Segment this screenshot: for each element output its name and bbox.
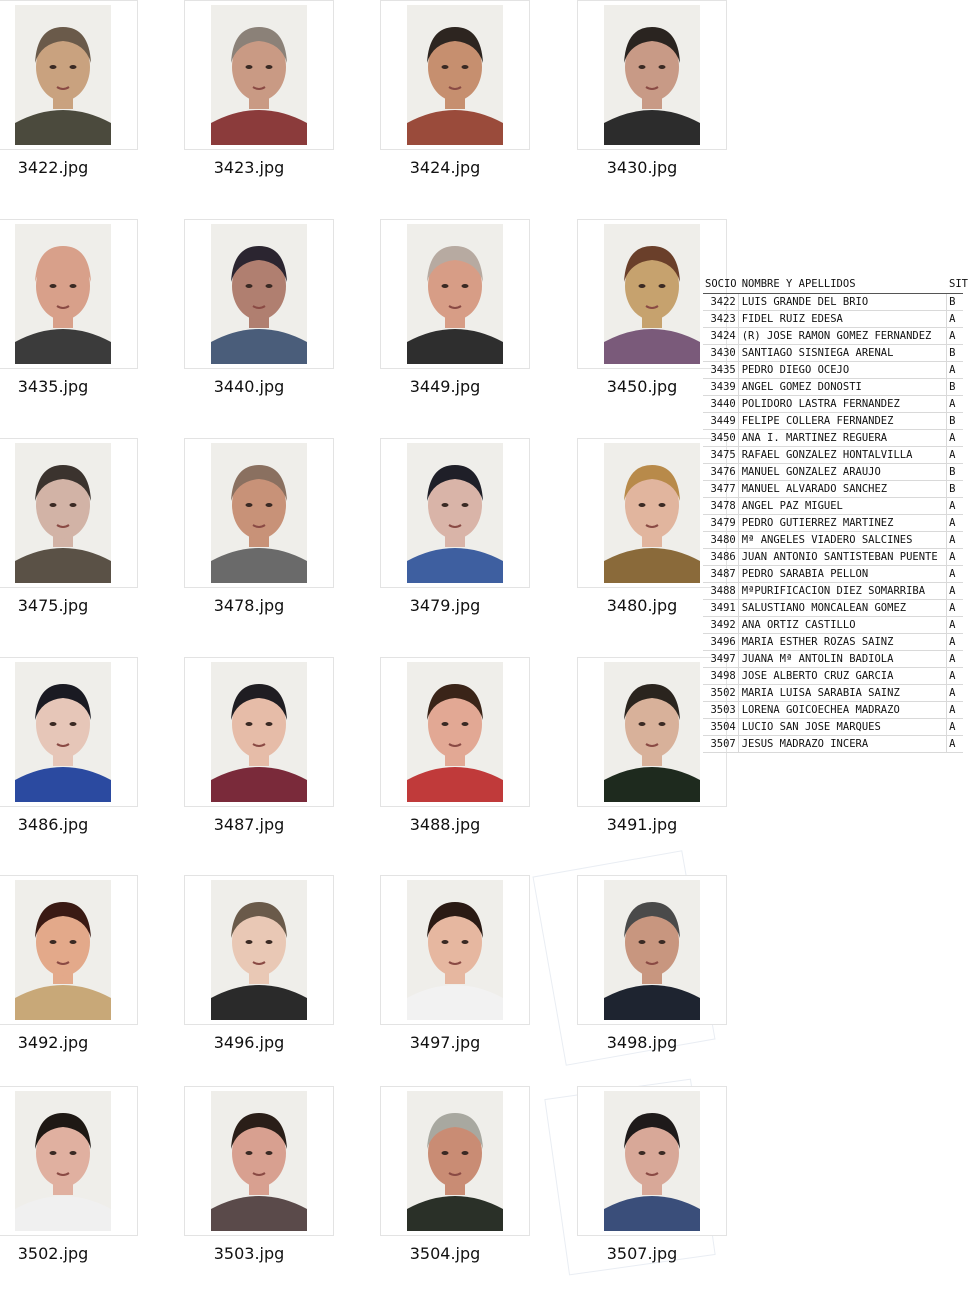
- table-row[interactable]: [703, 668, 963, 685]
- table-row[interactable]: [703, 600, 963, 617]
- thumbnail-filename[interactable]: 3502.jpg: [17, 1244, 89, 1263]
- cell-sit: A: [949, 551, 956, 563]
- cell-socio: 3423: [703, 311, 739, 327]
- cell-sit: B: [949, 381, 956, 393]
- cell-socio: 3491: [703, 600, 739, 616]
- table-row[interactable]: [703, 617, 963, 634]
- thumbnail-frame[interactable]: [0, 1086, 138, 1236]
- table-row[interactable]: [703, 532, 963, 549]
- cell-name: JOSE ALBERTO CRUZ GARCIA: [739, 668, 947, 684]
- cell-socio: 3435: [703, 362, 739, 378]
- portrait-photo: [211, 880, 307, 1020]
- portrait-photo: [407, 443, 503, 583]
- table-row[interactable]: [703, 651, 963, 668]
- portrait-photo: [15, 443, 111, 583]
- cell-socio: 3475: [703, 447, 739, 463]
- table-row[interactable]: [703, 702, 963, 719]
- cell-sit: A: [949, 449, 956, 461]
- thumbnail-filename[interactable]: 3478.jpg: [213, 596, 285, 615]
- cell-socio: 3479: [703, 515, 739, 531]
- thumbnail-item[interactable]: [184, 875, 334, 1055]
- thumbnail-item[interactable]: [0, 438, 138, 618]
- thumbnail-item[interactable]: [184, 438, 334, 618]
- table-row[interactable]: [703, 345, 963, 362]
- thumbnail-filename[interactable]: 3440.jpg: [213, 377, 285, 396]
- thumbnail-item[interactable]: [380, 875, 530, 1055]
- table-row[interactable]: [703, 379, 963, 396]
- thumbnail-filename[interactable]: 3423.jpg: [213, 158, 285, 177]
- cell-sit: B: [949, 347, 956, 359]
- table-row[interactable]: [703, 685, 963, 702]
- table-row[interactable]: [703, 447, 963, 464]
- thumbnail-filename[interactable]: 3450.jpg: [606, 377, 678, 396]
- cell-socio: 3502: [703, 685, 739, 701]
- thumbnail-item[interactable]: [577, 0, 727, 180]
- thumbnail-frame[interactable]: [380, 219, 530, 369]
- cell-sit: A: [949, 653, 956, 665]
- table-row[interactable]: [703, 719, 963, 736]
- thumbnail-item[interactable]: [0, 875, 138, 1055]
- thumbnail-filename[interactable]: 3422.jpg: [17, 158, 89, 177]
- cell-sit: A: [949, 585, 956, 597]
- thumbnail-frame[interactable]: [0, 0, 138, 150]
- table-row[interactable]: [703, 311, 963, 328]
- portrait-photo: [604, 880, 700, 1020]
- cell-name: MANUEL ALVARADO SANCHEZ: [739, 481, 947, 497]
- thumbnail-filename[interactable]: 3435.jpg: [17, 377, 89, 396]
- header-sit[interactable]: SIT: [949, 278, 968, 290]
- table-row[interactable]: [703, 634, 963, 651]
- cell-name: SANTIAGO SISNIEGA ARENAL: [739, 345, 947, 361]
- thumbnail-item[interactable]: [380, 219, 530, 399]
- cell-socio: 3488: [703, 583, 739, 599]
- thumbnail-filename[interactable]: 3507.jpg: [606, 1244, 678, 1263]
- cell-sit: A: [949, 517, 956, 529]
- portrait-photo: [15, 880, 111, 1020]
- portrait-photo: [15, 662, 111, 802]
- thumbnail-frame[interactable]: [184, 657, 334, 807]
- thumbnail-item[interactable]: [577, 875, 727, 1055]
- thumbnail-frame[interactable]: [184, 1086, 334, 1236]
- cell-socio: 3430: [703, 345, 739, 361]
- cell-sit: A: [949, 687, 956, 699]
- portrait-photo: [604, 443, 700, 583]
- cell-name: PEDRO DIEGO OCEJO: [739, 362, 947, 378]
- cell-name: FIDEL RUIZ EDESA: [739, 311, 947, 327]
- portrait-photo: [604, 662, 700, 802]
- thumbnail-frame[interactable]: [0, 438, 138, 588]
- cell-sit: A: [949, 670, 956, 682]
- thumbnail-frame[interactable]: [0, 875, 138, 1025]
- table-row[interactable]: [703, 294, 963, 311]
- thumbnail-item[interactable]: [184, 1086, 334, 1266]
- thumbnail-frame[interactable]: [380, 0, 530, 150]
- thumbnail-filename[interactable]: 3424.jpg: [409, 158, 481, 177]
- thumbnail-frame[interactable]: [380, 875, 530, 1025]
- cell-sit: A: [949, 364, 956, 376]
- cell-name: ANA I. MARTINEZ REGUERA: [739, 430, 947, 446]
- thumbnail-item[interactable]: [380, 1086, 530, 1266]
- cell-sit: A: [949, 534, 956, 546]
- cell-sit: A: [949, 500, 956, 512]
- cell-name: Mª ANGELES VIADERO SALCINES: [739, 532, 947, 548]
- cell-sit: A: [949, 738, 956, 750]
- thumbnail-item[interactable]: [0, 657, 138, 837]
- thumbnail-frame[interactable]: [577, 875, 727, 1025]
- thumbnail-frame[interactable]: [0, 219, 138, 369]
- cell-sit: A: [949, 330, 956, 342]
- thumbnail-frame[interactable]: [380, 657, 530, 807]
- thumbnail-filename[interactable]: 3487.jpg: [213, 815, 285, 834]
- thumbnail-frame[interactable]: [577, 1086, 727, 1236]
- cell-sit: A: [949, 568, 956, 580]
- cell-name: (R) JOSE RAMON GOMEZ FERNANDEZ: [739, 328, 947, 344]
- thumbnail-filename[interactable]: 3492.jpg: [17, 1033, 89, 1052]
- thumbnail-item[interactable]: [184, 657, 334, 837]
- cell-socio: 3486: [703, 549, 739, 565]
- thumbnail-frame[interactable]: [184, 219, 334, 369]
- cell-socio: 3504: [703, 719, 739, 735]
- portrait-photo: [211, 662, 307, 802]
- cell-socio: 3476: [703, 464, 739, 480]
- cell-socio: 3440: [703, 396, 739, 412]
- cell-name: JUAN ANTONIO SANTISTEBAN PUENTE: [739, 549, 947, 565]
- thumbnail-frame[interactable]: [184, 0, 334, 150]
- cell-sit: A: [949, 636, 956, 648]
- cell-socio: 3450: [703, 430, 739, 446]
- thumbnail-item[interactable]: [184, 0, 334, 180]
- portrait-photo: [407, 224, 503, 364]
- thumbnail-filename[interactable]: 3497.jpg: [409, 1033, 481, 1052]
- thumbnail-item[interactable]: [0, 0, 138, 180]
- table-header: [703, 276, 968, 294]
- cell-name: MANUEL GONZALEZ ARAUJO: [739, 464, 947, 480]
- cell-sit: B: [949, 466, 956, 478]
- cell-socio: 3503: [703, 702, 739, 718]
- thumbnail-frame[interactable]: [380, 1086, 530, 1236]
- cell-sit: B: [949, 296, 956, 308]
- table-row[interactable]: [703, 362, 963, 379]
- table-body: [703, 294, 963, 753]
- cell-name: MARIA LUISA SARABIA SAINZ: [739, 685, 947, 701]
- table-row[interactable]: [703, 481, 963, 498]
- table-row[interactable]: [703, 566, 963, 583]
- cell-sit: A: [949, 704, 956, 716]
- cell-socio: 3422: [703, 294, 739, 310]
- table-row[interactable]: [703, 736, 963, 753]
- cell-sit: B: [949, 483, 956, 495]
- thumbnail-frame[interactable]: [577, 0, 727, 150]
- portrait-photo: [407, 5, 503, 145]
- table-row[interactable]: [703, 413, 963, 430]
- cell-name: POLIDORO LASTRA FERNANDEZ: [739, 396, 947, 412]
- thumbnail-item[interactable]: [380, 438, 530, 618]
- table-row[interactable]: [703, 549, 963, 566]
- thumbnail-filename[interactable]: 3449.jpg: [409, 377, 481, 396]
- cell-socio: 3439: [703, 379, 739, 395]
- cell-sit: A: [949, 313, 956, 325]
- cell-sit: A: [949, 619, 956, 631]
- table-row[interactable]: [703, 515, 963, 532]
- cell-name: LUCIO SAN JOSE MARQUES: [739, 719, 947, 735]
- cell-name: ANGEL GOMEZ DONOSTI: [739, 379, 947, 395]
- cell-socio: 3498: [703, 668, 739, 684]
- thumbnail-filename[interactable]: 3475.jpg: [17, 596, 89, 615]
- cell-socio: 3492: [703, 617, 739, 633]
- portrait-photo: [407, 880, 503, 1020]
- header-name[interactable]: NOMBRE Y APELLIDOS: [741, 278, 856, 290]
- cell-name: ANA ORTIZ CASTILLO: [739, 617, 947, 633]
- thumbnail-item[interactable]: [184, 219, 334, 399]
- cell-sit: B: [949, 415, 956, 427]
- thumbnail-filename[interactable]: 3479.jpg: [409, 596, 481, 615]
- cell-name: LORENA GOICOECHEA MADRAZO: [739, 702, 947, 718]
- thumbnail-item[interactable]: [380, 657, 530, 837]
- cell-name: ANGEL PAZ MIGUEL: [739, 498, 947, 514]
- thumbnail-filename[interactable]: 3480.jpg: [606, 596, 678, 615]
- table-row[interactable]: [703, 498, 963, 515]
- members-table: [703, 276, 968, 753]
- portrait-photo: [211, 224, 307, 364]
- cell-sit: A: [949, 432, 956, 444]
- portrait-photo: [604, 5, 700, 145]
- thumbnail-frame[interactable]: [0, 657, 138, 807]
- thumbnail-filename[interactable]: 3496.jpg: [213, 1033, 285, 1052]
- cell-name: MARIA ESTHER ROZAS SAINZ: [739, 634, 947, 650]
- table-row[interactable]: [703, 396, 963, 413]
- thumbnail-item[interactable]: [0, 219, 138, 399]
- cell-name: LUIS GRANDE DEL BRIO: [739, 294, 947, 310]
- cell-socio: 3507: [703, 736, 739, 752]
- cell-name: SALUSTIANO MONCALEAN GOMEZ: [739, 600, 947, 616]
- cell-name: FELIPE COLLERA FERNANDEZ: [739, 413, 947, 429]
- portrait-photo: [604, 224, 700, 364]
- cell-name: JUANA Mª ANTOLIN BADIOLA: [739, 651, 947, 667]
- portrait-photo: [211, 5, 307, 145]
- cell-sit: A: [949, 398, 956, 410]
- portrait-photo: [211, 443, 307, 583]
- table-row[interactable]: [703, 430, 963, 447]
- portrait-photo: [407, 662, 503, 802]
- portrait-photo: [407, 1091, 503, 1231]
- cell-socio: 3497: [703, 651, 739, 667]
- thumbnail-filename[interactable]: 3430.jpg: [606, 158, 678, 177]
- thumbnail-filename[interactable]: 3498.jpg: [606, 1033, 678, 1052]
- thumbnail-item[interactable]: [0, 1086, 138, 1266]
- thumbnail-filename[interactable]: 3486.jpg: [17, 815, 89, 834]
- thumbnail-frame[interactable]: [184, 875, 334, 1025]
- header-socio[interactable]: SOCIO: [705, 278, 737, 290]
- thumbnail-item[interactable]: [577, 1086, 727, 1266]
- cell-name: RAFAEL GONZALEZ HONTALVILLA: [739, 447, 947, 463]
- thumbnail-filename[interactable]: 3503.jpg: [213, 1244, 285, 1263]
- cell-sit: A: [949, 602, 956, 614]
- cell-socio: 3424: [703, 328, 739, 344]
- cell-name: JESUS MADRAZO INCERA: [739, 736, 947, 752]
- cell-sit: A: [949, 721, 956, 733]
- portrait-photo: [15, 1091, 111, 1231]
- table-row[interactable]: [703, 464, 963, 481]
- thumbnail-filename[interactable]: 3491.jpg: [606, 815, 678, 834]
- thumbnail-frame[interactable]: [184, 438, 334, 588]
- cell-name: PEDRO GUTIERREZ MARTINEZ: [739, 515, 947, 531]
- cell-socio: 3477: [703, 481, 739, 497]
- table-row[interactable]: [703, 328, 963, 345]
- portrait-photo: [604, 1091, 700, 1231]
- cell-socio: 3449: [703, 413, 739, 429]
- cell-socio: 3496: [703, 634, 739, 650]
- cell-socio: 3487: [703, 566, 739, 582]
- thumbnail-filename[interactable]: 3504.jpg: [409, 1244, 481, 1263]
- thumbnail-frame[interactable]: [380, 438, 530, 588]
- portrait-photo: [15, 5, 111, 145]
- cell-socio: 3480: [703, 532, 739, 548]
- table-row[interactable]: [703, 583, 963, 600]
- portrait-photo: [15, 224, 111, 364]
- portrait-photo: [211, 1091, 307, 1231]
- cell-name: MªPURIFICACION DIEZ SOMARRIBA: [739, 583, 947, 599]
- cell-name: PEDRO SARABIA PELLON: [739, 566, 947, 582]
- cell-socio: 3478: [703, 498, 739, 514]
- thumbnail-item[interactable]: [380, 0, 530, 180]
- thumbnail-filename[interactable]: 3488.jpg: [409, 815, 481, 834]
